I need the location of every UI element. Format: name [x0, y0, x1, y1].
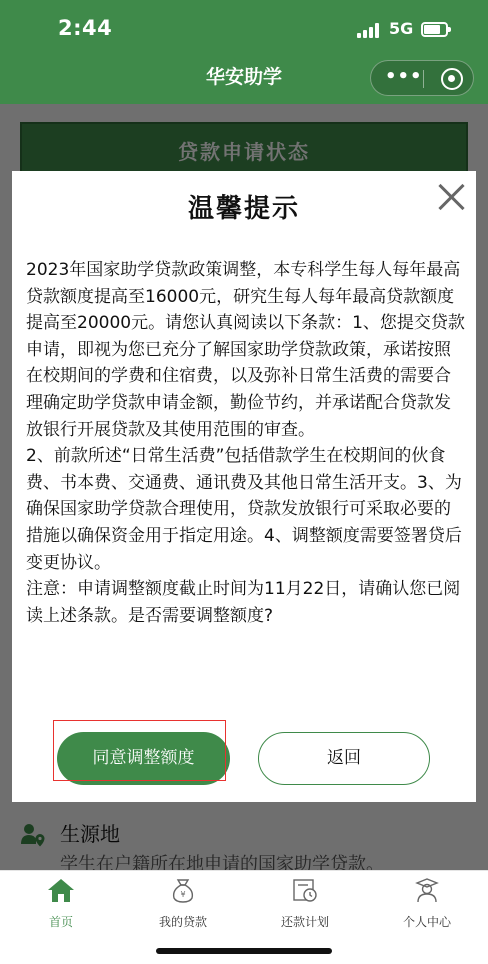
- home-icon: [47, 877, 75, 903]
- tab-label: 我的贷款: [158, 915, 207, 929]
- signal-icon: [357, 22, 383, 38]
- svg-text:¥: ¥: [180, 890, 186, 899]
- notice-modal: [12, 171, 476, 802]
- top-bar: [0, 0, 488, 104]
- status-bar: [0, 0, 488, 54]
- highlight-box: [53, 720, 226, 781]
- modal-paragraph: 2、前款所述“日常生活费”包括借款学生在校期间的伙食费、书本费、交通费、通讯费及其他日常生活开支。3、为确保国家助学贷款合理使用，贷款发放银行可采取必要的措施以确保资金用于指定用途。4、调整额度需要签署贷后变更协议。: [26, 446, 462, 573]
- back-button[interactable]: 返回: [258, 732, 430, 785]
- modal-paragraph: 注意：申请调整额度截止时间为11月22日，请确认您已阅读上述条款。是否需要调整额度?: [26, 579, 461, 626]
- target-circle-icon[interactable]: [441, 68, 463, 90]
- modal-title: 温馨提示: [187, 194, 300, 224]
- miniprogram-capsule: [370, 60, 474, 96]
- status-time: 2:44: [58, 16, 113, 40]
- money-bag-icon: [169, 877, 197, 903]
- home-indicator: [156, 948, 332, 954]
- more-dots-icon[interactable]: •••: [385, 66, 423, 87]
- network-type: 5G: [389, 19, 414, 38]
- tab-personal-center[interactable]: [366, 877, 488, 930]
- calendar-clock-icon: [291, 877, 319, 903]
- close-icon[interactable]: [436, 181, 468, 213]
- battery-icon: [421, 22, 448, 37]
- tab-home[interactable]: [0, 877, 122, 930]
- tab-my-loans[interactable]: [122, 877, 244, 930]
- tab-label: 还款计划: [280, 915, 329, 929]
- tab-label: 个人中心: [402, 915, 451, 929]
- capsule-divider: [423, 70, 424, 88]
- tab-label: 首页: [48, 915, 73, 929]
- tab-repayment-plan[interactable]: [244, 877, 366, 930]
- graduate-person-icon: [413, 877, 441, 903]
- modal-paragraph: 2023年国家助学贷款政策调整，本专科学生每人每年最高贷款额度提高至16000元，研究生每人每年最高贷款额度提高至20000元。请您认真阅读以下条款：1、您提交贷款申请，即视为您已充分了解国家助学贷款政策，承诺按照在校期间的学费和住宿费，以及弥补日常生活费的需要合理确定助学贷款申请金额，勤俭节约，并承诺配合贷款发放银行开展贷款及其使用范围的审查。: [26, 260, 465, 440]
- page-title: 华安助学: [205, 66, 282, 88]
- modal-body: [26, 257, 466, 629]
- agree-adjust-button[interactable]: 同意调整额度: [57, 732, 230, 785]
